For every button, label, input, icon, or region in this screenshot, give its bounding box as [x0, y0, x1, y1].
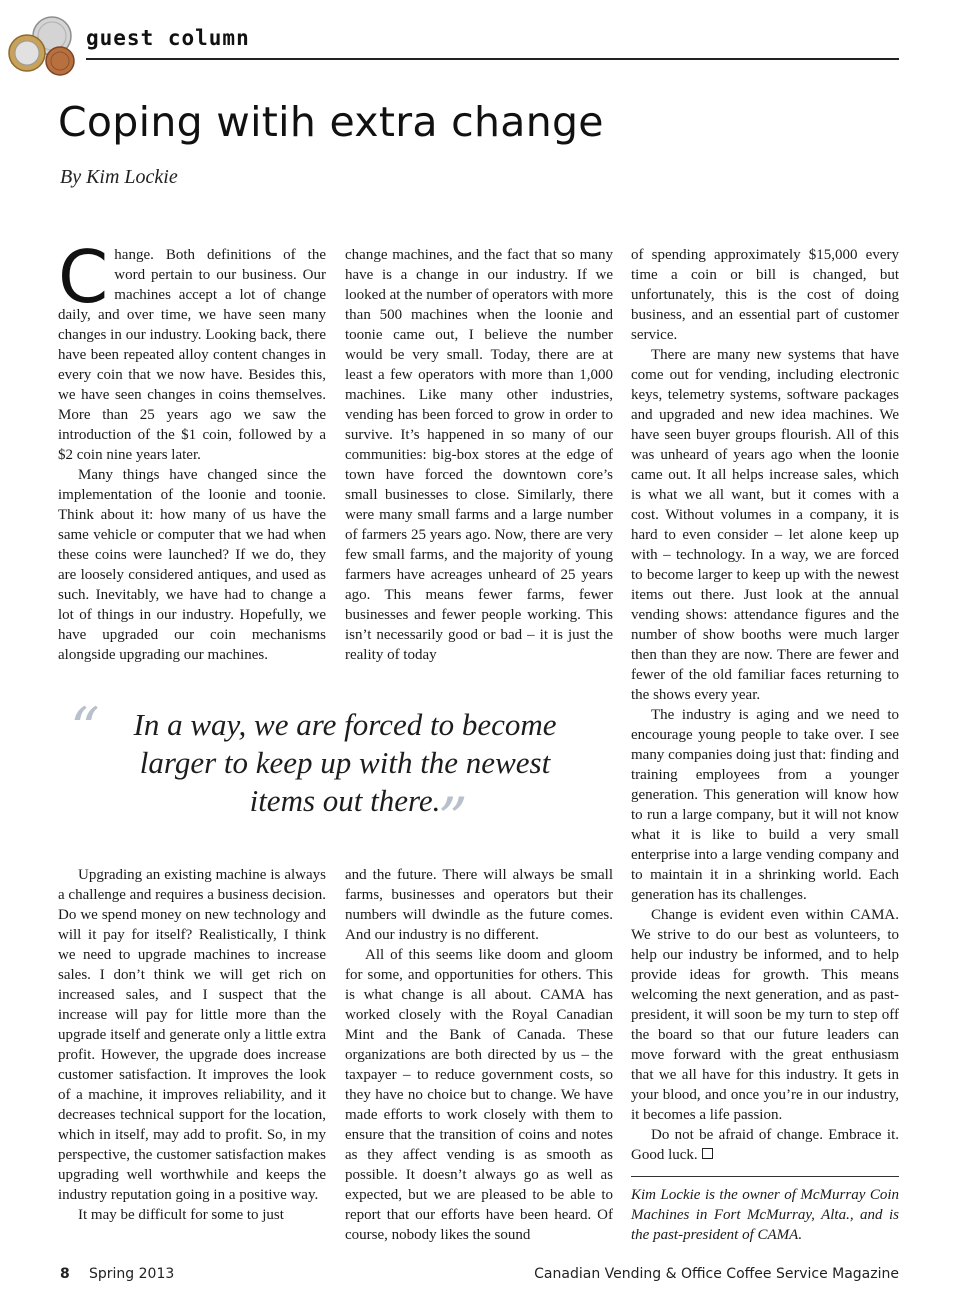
paragraph: Many things have changed since the implementation of the loonie and toonie. Think about it: how many of us have the same vehicle or computer that we had when these coins were launched? If we do, they are loosely considered antiques, and used as such. Inevitably, we have had to change a lot of things in our industry. Hopefully, we have upgraded our coin mechanisms alongside upgrading our machines.: [58, 467, 326, 663]
pull-quote: [70, 695, 620, 853]
pull-quote-text: In a way, we are forced to become larger to keep up with the newest items out there.: [133, 707, 557, 818]
column-2: [345, 245, 613, 665]
end-square-icon: [702, 1148, 713, 1159]
paragraph: Change is evident even within CAMA. We strive to do our best as volunteers, to help our industry be informed, and to help provide ideas for growth. This means welcoming the next generation, and as past-president, it will soon be my turn to step off the board so that our future leaders can move forward with the great enthusiasm that we all have for this industry. It gets in your blood, and once you’re in our industry, it becomes a life passion.: [631, 907, 899, 1123]
section-label: guest column: [86, 26, 250, 50]
paragraph: All of this seems like doom and gloom for some, and opportunities for others. This is what change is all about. CAMA has worked closely with the Royal Canadian Mint and the Bank of Canada. These organizations are both directed by us – the taxpayer – to reduce government costs, so they have no choice but to change. We have made efforts to work closely with them to ensure that the transition of coins and notes as they affect vending is as smooth as possible. It doesn’t always go as well as expected, but we are pleased to be able to report that our efforts have been heard. Of course, nobody likes the sound: [345, 947, 613, 1243]
coins-icon: [6, 10, 78, 76]
column-5: [345, 865, 613, 1245]
paragraph: of spending approximately $15,000 every time a coin or bill is changed, but unfortunately, this is the cost of doing business, and an essential part of customer service.: [631, 247, 899, 343]
paragraph: Do not be afraid of change. Embrace it. Good luck.: [631, 1127, 899, 1163]
paragraph: The industry is aging and we need to encourage young people to take over. I see many companies doing just that: finding and training employees from a younger generation. This generation will know how to run a large company, but it will not know what it is like to build a very small enterprise into a large vending company and to maintain it in a shrinking world. Each generation has its challenges.: [631, 707, 899, 903]
paragraph: and the future. There will always be small farms, businesses and operators but their numbers will dwindle as the future comes. And our industry is no different.: [345, 867, 613, 943]
paragraph: Upgrading an existing machine is always a challenge and requires a business decision. Do we spend money on new technology and will it pay for itself? Realistically, I think we need to upgrade machines to increase sales. I don’t think we will get rich on increased sales, and I suspect that the increase will pay for little more than the upgrade itself and generate only a little extra profit. However, the upgrade does increase customer satisfaction. It improves the look of a machine, it improves reliability, and it decreases technical support for the location, which in itself, may add to profit. So, in my perspective, the customer satisfaction makes upgrading well worthwhile and keeps the industry reputation going in a positive way.: [58, 867, 326, 1203]
column-1: [58, 235, 326, 665]
page-number: 8: [60, 1266, 70, 1282]
paragraph: Change. Both definitions of the word pertain to our business. Our machines accept a lot of change daily, and over time, we have seen many changes in our industry. Looking back, there have been repeated alloy content changes in every coin that we now have. Besides this, we have seen changes in coins themselves. More than 25 years ago we saw the introduction of the $1 coin, followed by a $2 coin nine years later.: [58, 235, 326, 463]
column-4: [58, 865, 326, 1225]
close-quote-icon: ”: [438, 785, 468, 853]
paragraph: There are many new systems that have come out for vending, including electronic keys, telemetry systems, software packages and upgraded and new idea machines. We have seen buyer groups flourish. All of this was unheard of years ago when the loonie came out. It all helps increase sales, which is what we all want, but it comes with a cost. Without volumes in a company, it is hard to even consider – let alone keep up with – technology. In a way, we are forced to become larger to keep up with the newest items out there. Just look at the annual vending shows: attendance figures and the number of show booths were much larger then than they are now. There are fewer and fewer of the old familiar faces returning to the shows every year.: [631, 347, 899, 703]
bio-rule: [631, 1176, 899, 1177]
paragraph: change machines, and the fact that so many have is a change in our industry. If we looked at the number of operators with more than 500 machines when the loonie and toonie came out, I believe the number would be very small. Today, there are at least a few operators with more than 1,000 machines. Like many other industries, vending has been forced to grow in order to survive. It’s happened in so many of our communities: big-box stores at the edge of town have forced the downtown core’s small businesses to close. Similarly, there were many small farms and a large number of farmers 25 years ago. Now, there are very few small farms, and the majority of young farmers have acreages unheard of 25 years ago. This means fewer farms, fewer businesses and fewer people working. This isn’t necessarily good or bad – it is just the reality of today: [345, 247, 613, 663]
byline: By Kim Lockie: [60, 166, 178, 188]
paragraph: It may be difficult for some to just: [78, 1207, 284, 1223]
header-rule: [86, 58, 899, 60]
column-3: [631, 245, 899, 1165]
author-bio: Kim Lockie is the owner of McMurray Coin Machines in Fort McMurray, Alta., and is the past-president of CAMA.: [631, 1187, 899, 1243]
magazine-name: Canadian Vending & Office Coffee Service Magazine: [534, 1266, 899, 1282]
article-title: Coping witih extra change: [58, 98, 604, 146]
open-quote-icon: “: [70, 695, 100, 763]
issue-date: Spring 2013: [89, 1266, 175, 1282]
drop-cap: C: [58, 235, 109, 319]
